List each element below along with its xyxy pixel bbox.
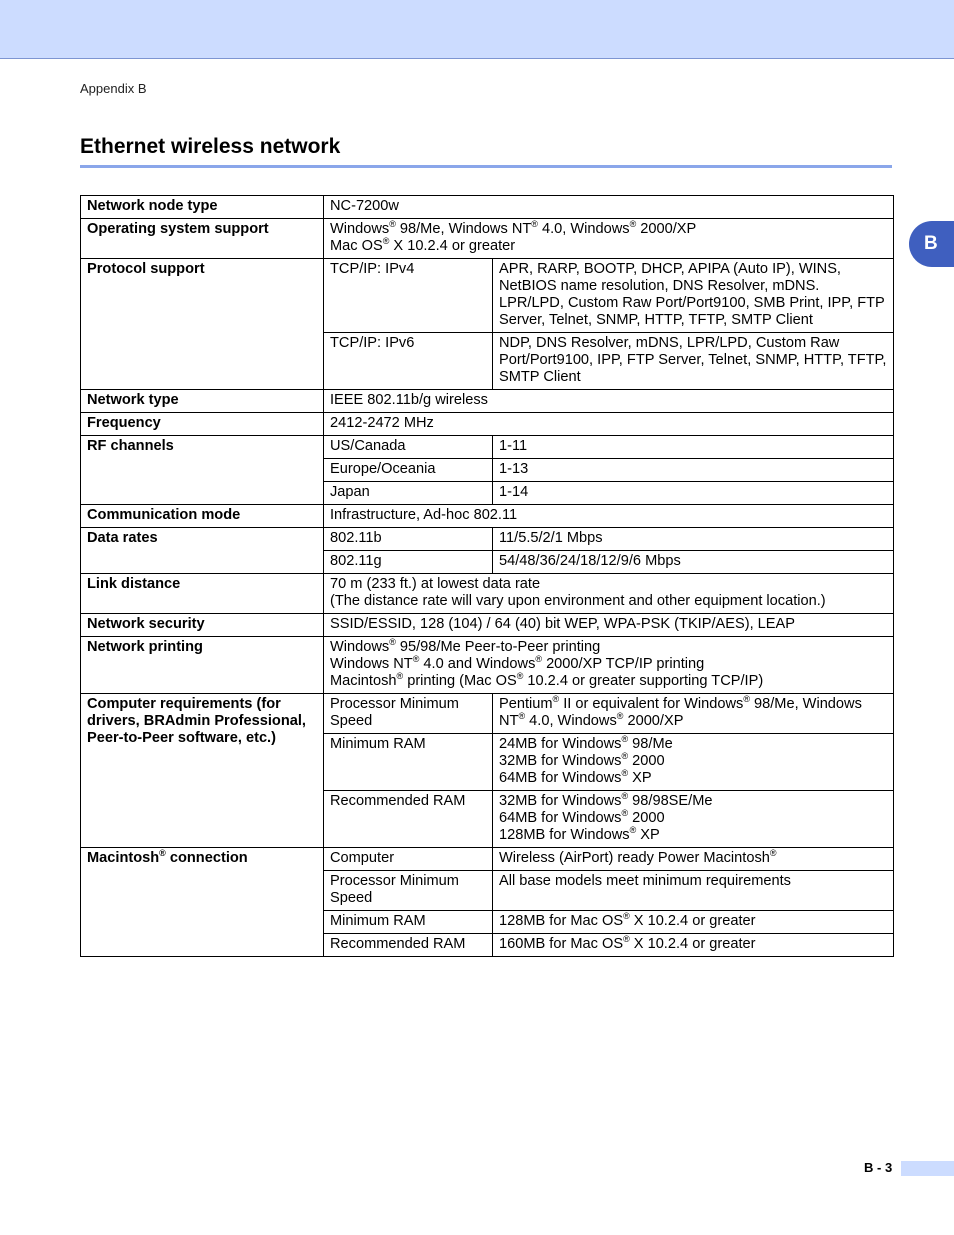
sub-label: Computer [324, 848, 493, 871]
page-title: Ethernet wireless network [80, 135, 341, 158]
row-label: Link distance [81, 574, 324, 614]
table-row [81, 528, 894, 551]
row-value: SSID/ESSID, 128 (104) / 64 (40) bit WEP, WPA-PSK (TKIP/AES), LEAP [324, 614, 894, 637]
running-header: Appendix B [80, 81, 147, 96]
sub-value: Pentium® II or equivalent for Windows® 98/Me, Windows NT® 4.0, Windows® 2000/XP [493, 694, 894, 734]
sub-label: TCP/IP: IPv6 [324, 333, 493, 390]
row-label: Computer requirements (for drivers, BRAdmin Professional, Peer-to-Peer software, etc.) [81, 694, 324, 848]
sub-label: 802.11b [324, 528, 493, 551]
page-number-bar [901, 1161, 954, 1176]
row-label: Frequency [81, 413, 324, 436]
row-value: Infrastructure, Ad-hoc 802.11 [324, 505, 894, 528]
sub-value: All base models meet minimum requirements [493, 871, 894, 911]
table-row [81, 196, 894, 219]
row-label: Protocol support [81, 259, 324, 390]
sub-value: 128MB for Mac OS® X 10.2.4 or greater [493, 911, 894, 934]
sub-label: Processor Minimum Speed [324, 694, 493, 734]
sub-value: 1-14 [493, 482, 894, 505]
row-value: Windows® 95/98/Me Peer-to-Peer printing Windows NT® 4.0 and Windows® 2000/XP TCP/IP printing Macintosh® printing (Mac OS® 10.2.4 or greater supporting TCP/IP) [324, 637, 894, 694]
sub-value: 1-13 [493, 459, 894, 482]
row-value: 70 m (233 ft.) at lowest data rate (The distance rate will vary upon environment and other equipment location.) [324, 574, 894, 614]
row-value: 2412-2472 MHz [324, 413, 894, 436]
table-row [81, 219, 894, 259]
sub-value: 24MB for Windows® 98/Me 32MB for Windows® 2000 64MB for Windows® XP [493, 734, 894, 791]
table-row [81, 436, 894, 459]
sub-label: US/Canada [324, 436, 493, 459]
row-value: NC-7200w [324, 196, 894, 219]
sub-value: 32MB for Windows® 98/98SE/Me 64MB for Windows® 2000 128MB for Windows® XP [493, 791, 894, 848]
sub-label: Recommended RAM [324, 934, 493, 957]
row-label: Operating system support [81, 219, 324, 259]
table-row [81, 694, 894, 734]
chapter-tab[interactable]: B [909, 221, 954, 267]
sub-label: Recommended RAM [324, 791, 493, 848]
sub-value: Wireless (AirPort) ready Power Macintosh® [493, 848, 894, 871]
sub-value: 160MB for Mac OS® X 10.2.4 or greater [493, 934, 894, 957]
row-value: IEEE 802.11b/g wireless [324, 390, 894, 413]
title-underline [80, 165, 892, 168]
sub-label: Minimum RAM [324, 911, 493, 934]
table-row [81, 637, 894, 694]
row-label: Network type [81, 390, 324, 413]
sub-value: 1-11 [493, 436, 894, 459]
table-row [81, 505, 894, 528]
table-row [81, 848, 894, 871]
sub-value: NDP, DNS Resolver, mDNS, LPR/LPD, Custom Raw Port/Port9100, IPP, FTP Server, Telnet, SNMP, HTTP, TFTP, SMTP Client [493, 333, 894, 390]
sub-value: 11/5.5/2/1 Mbps [493, 528, 894, 551]
sub-label: 802.11g [324, 551, 493, 574]
table-row [81, 574, 894, 614]
table-row [81, 390, 894, 413]
row-label: Macintosh® connection [81, 848, 324, 957]
sub-label: Europe/Oceania [324, 459, 493, 482]
row-label: Communication mode [81, 505, 324, 528]
row-label: Data rates [81, 528, 324, 574]
page-number: B - 3 [864, 1160, 893, 1175]
header-bar [0, 0, 954, 59]
row-label: Network security [81, 614, 324, 637]
row-label: Network printing [81, 637, 324, 694]
sub-value: APR, RARP, BOOTP, DHCP, APIPA (Auto IP), WINS, NetBIOS name resolution, DNS Resolver, mDNS. LPR/LPD, Custom Raw Port/Port9100, SMB Print, IPP, FTP Server, Telnet, SNMP, HTTP, TFTP, SMTP Client [493, 259, 894, 333]
table-row [81, 413, 894, 436]
table-row [81, 614, 894, 637]
sub-label: TCP/IP: IPv4 [324, 259, 493, 333]
specifications-table [80, 195, 894, 957]
row-label: Network node type [81, 196, 324, 219]
sub-label: Minimum RAM [324, 734, 493, 791]
sub-value: 54/48/36/24/18/12/9/6 Mbps [493, 551, 894, 574]
row-value: Windows® 98/Me, Windows NT® 4.0, Windows® 2000/XP Mac OS® X 10.2.4 or greater [324, 219, 894, 259]
row-label: RF channels [81, 436, 324, 505]
sub-label: Processor Minimum Speed [324, 871, 493, 911]
table-row [81, 259, 894, 333]
sub-label: Japan [324, 482, 493, 505]
